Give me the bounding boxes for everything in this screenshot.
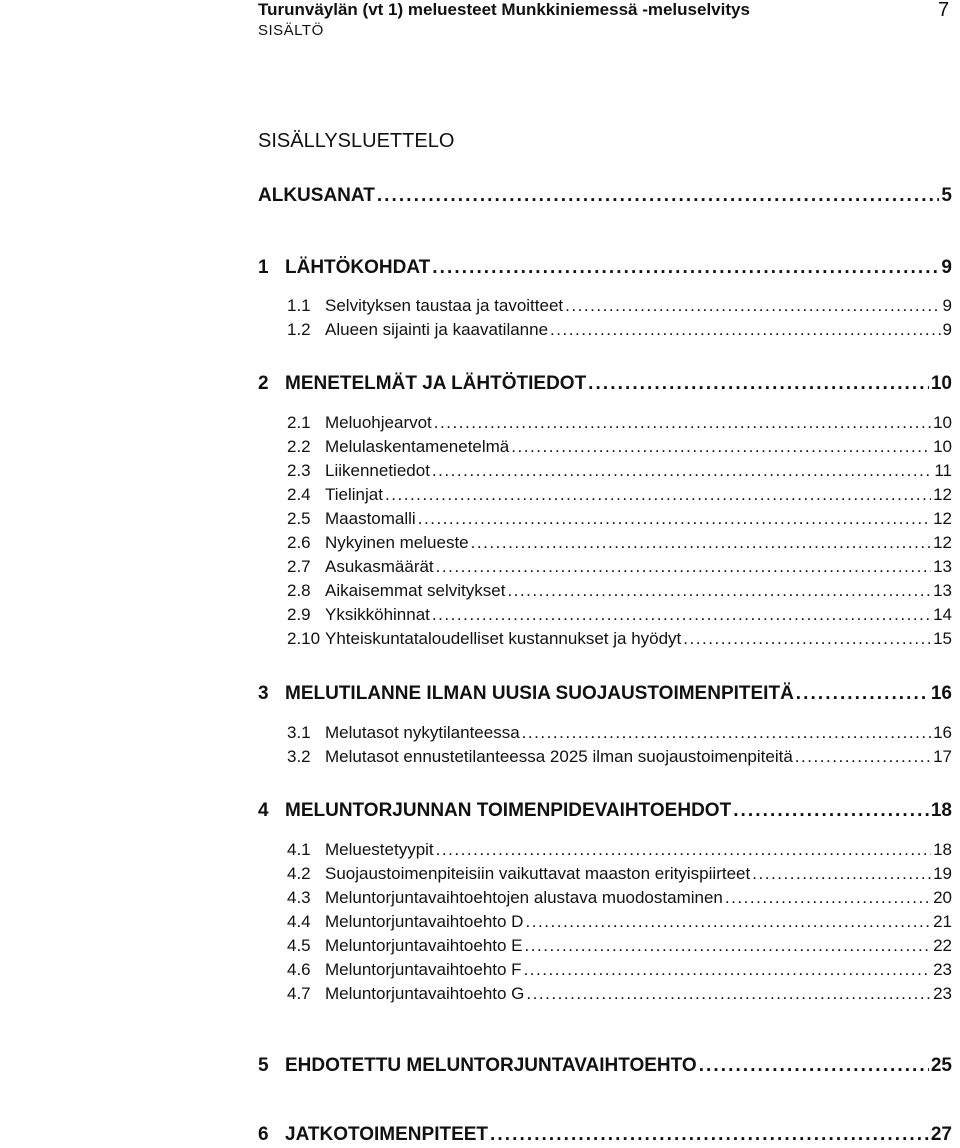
- toc-entry-page: 10: [933, 413, 952, 432]
- toc-title: SISÄLLYSLUETTELO: [258, 130, 455, 152]
- toc-entry-number: 2.3: [287, 461, 311, 480]
- toc-entry-page: 17: [933, 747, 952, 766]
- toc-entry-number: 4.7: [287, 984, 311, 1003]
- running-header-section: SISÄLTÖ: [258, 22, 324, 39]
- toc-entry-2-7[interactable]: [258, 557, 960, 581]
- toc-entry-label: Meluntorjuntavaihtoehto G: [325, 984, 525, 1003]
- toc-entry-number: 2.6: [287, 533, 311, 552]
- toc-entry-page: 5: [941, 185, 952, 206]
- toc-entry-label: MELUTILANNE ILMAN UUSIA SUOJAUSTOIMENPITEITÄ: [285, 683, 794, 704]
- toc-entry-number: 4.6: [287, 960, 311, 979]
- toc-leader-dots: [385, 485, 931, 505]
- toc-entry-label: Meluntorjuntavaihtoehto E: [325, 936, 523, 955]
- toc-leader-dots: [588, 373, 929, 395]
- toc-entry-label: Nykyinen melueste: [325, 533, 469, 552]
- toc-entry-alkusanat[interactable]: [258, 185, 960, 209]
- toc-entry-number: 2.1: [287, 413, 311, 432]
- toc-leader-dots: [752, 864, 931, 884]
- toc-entry-2-1[interactable]: [258, 413, 960, 437]
- toc-entry-label: Asukasmäärät: [325, 557, 434, 576]
- toc-entry-label: Yksikköhinnat: [325, 605, 430, 624]
- toc-entry-2[interactable]: [258, 373, 960, 397]
- toc-entry-2-4[interactable]: [258, 485, 960, 509]
- toc-entry-page: 27: [930, 1124, 952, 1145]
- toc-leader-dots: [436, 840, 931, 860]
- toc-entry-page: 20: [933, 888, 952, 907]
- toc-entry-label: Selvityksen taustaa ja tavoitteet: [325, 296, 564, 315]
- toc-entry-label: Meluestetyypit: [325, 840, 434, 859]
- toc-entry-page: 15: [933, 629, 952, 648]
- toc-entry-label: ALKUSANAT: [258, 185, 375, 206]
- toc-leader-dots: [434, 413, 931, 433]
- toc-leader-dots: [526, 984, 931, 1004]
- toc-leader-dots: [525, 936, 932, 956]
- toc-entry-number: 4.5: [287, 936, 311, 955]
- toc-entry-number: 2.4: [287, 485, 311, 504]
- toc-entry-4-1[interactable]: [258, 840, 960, 864]
- toc-entry-number: 3.2: [287, 747, 311, 766]
- toc-entry-page: 25: [930, 1055, 952, 1076]
- toc-entry-page: 16: [933, 723, 952, 742]
- toc-entry-number: 2.5: [287, 509, 311, 528]
- toc-entry-label: Maastomalli: [325, 509, 416, 528]
- toc-leader-dots: [524, 960, 932, 980]
- toc-entry-number: 3.1: [287, 723, 311, 742]
- toc-entry-page: 12: [933, 485, 952, 504]
- toc-entry-label: Yhteiskuntataloudelliset kustannukset ja hyödyt: [325, 629, 682, 648]
- toc-entry-1-2[interactable]: [258, 320, 960, 344]
- toc-entry-3[interactable]: [258, 683, 960, 707]
- toc-leader-dots: [511, 437, 931, 457]
- toc-entry-3-2[interactable]: [258, 747, 960, 771]
- toc-entry-number: 5: [258, 1055, 269, 1076]
- toc-entry-label: MENETELMÄT JA LÄHTÖTIEDOT: [285, 373, 587, 394]
- toc-entry-page: 19: [933, 864, 952, 883]
- toc-leader-dots: [522, 723, 931, 743]
- toc-entry-number: 2.7: [287, 557, 311, 576]
- toc-entry-page: 10: [930, 373, 952, 394]
- toc-entry-number: 2.8: [287, 581, 311, 600]
- toc-entry-label: Alueen sijainti ja kaavatilanne: [325, 320, 549, 339]
- toc-entry-label: Meluntorjuntavaihtoehto D: [325, 912, 524, 931]
- toc-entry-2-6[interactable]: [258, 533, 960, 557]
- toc-leader-dots: [550, 320, 940, 340]
- toc-entry-number: 4.1: [287, 840, 311, 859]
- toc-leader-dots: [471, 533, 931, 553]
- toc-entry-number: 4.2: [287, 864, 311, 883]
- toc-leader-dots: [525, 912, 931, 932]
- toc-entry-label: Meluohjearvot: [325, 413, 432, 432]
- toc-entry-page: 22: [933, 936, 952, 955]
- toc-entry-label: Aikaisemmat selvitykset: [325, 581, 506, 600]
- toc-entry-number: 2: [258, 373, 269, 394]
- toc-entry-5[interactable]: [258, 1055, 960, 1079]
- toc-entry-page: 23: [933, 984, 952, 1003]
- toc-entry-page: 10: [933, 437, 952, 456]
- toc-entry-number: 4.4: [287, 912, 311, 931]
- page-number: 7: [938, 0, 950, 21]
- toc-entry-number: 6: [258, 1124, 269, 1145]
- toc-entry-4-4[interactable]: [258, 912, 960, 936]
- toc-entry-4-7[interactable]: [258, 984, 960, 1008]
- toc-entry-label: LÄHTÖKOHDAT: [285, 257, 431, 278]
- toc-entry-number: 2.9: [287, 605, 311, 624]
- toc-entry-4-5[interactable]: [258, 936, 960, 960]
- toc-entry-number: 1: [258, 257, 269, 278]
- toc-entry-label: Meluntorjuntavaihtoehtojen alustava muodostaminen: [325, 888, 723, 907]
- toc-entry-number: 4: [258, 800, 269, 821]
- toc-leader-dots: [432, 257, 939, 279]
- toc-entry-page: 16: [930, 683, 952, 704]
- toc-entry-number: 1.2: [287, 320, 311, 339]
- toc-entry-number: 3: [258, 683, 269, 704]
- toc-entry-4-2[interactable]: [258, 864, 960, 888]
- toc-entry-label: MELUNTORJUNNAN TOIMENPIDEVAIHTOEHDOT: [285, 800, 732, 821]
- toc-entry-2-9[interactable]: [258, 605, 960, 629]
- toc-entry-label: EHDOTETTU MELUNTORJUNTAVAIHTOEHTO: [285, 1055, 697, 1076]
- toc-entry-number: 1.1: [287, 296, 311, 315]
- toc-entry-1-1[interactable]: [258, 296, 960, 320]
- toc-entry-4-6[interactable]: [258, 960, 960, 984]
- toc-entry-page: 11: [934, 461, 952, 480]
- toc-leader-dots: [432, 461, 932, 481]
- toc-entry-number: 4.3: [287, 888, 311, 907]
- toc-leader-dots: [565, 296, 940, 316]
- toc-leader-dots: [490, 1124, 929, 1146]
- toc-entry-2-8[interactable]: [258, 581, 960, 605]
- toc-leader-dots: [418, 509, 931, 529]
- toc-entry-label: JATKOTOIMENPITEET: [285, 1124, 489, 1145]
- toc-entry-page: 9: [942, 320, 952, 339]
- toc-entry-page: 18: [930, 800, 952, 821]
- toc-entry-label: Meluntorjuntavaihtoehto F: [325, 960, 522, 979]
- toc-entry-6[interactable]: [258, 1124, 960, 1148]
- toc-leader-dots: [795, 747, 931, 767]
- toc-entry-2-3[interactable]: [258, 461, 960, 485]
- toc-leader-dots: [733, 800, 929, 822]
- toc-entry-page: 9: [942, 296, 952, 315]
- toc-entry-3-1[interactable]: [258, 723, 960, 747]
- toc-entry-number: 2.10: [287, 629, 321, 648]
- toc-leader-dots: [683, 629, 931, 649]
- toc-entry-page: 18: [933, 840, 952, 859]
- toc-entry-page: 14: [933, 605, 952, 624]
- toc-leader-dots: [725, 888, 931, 908]
- toc-leader-dots: [432, 605, 931, 625]
- toc-leader-dots: [699, 1055, 929, 1077]
- toc-entry-number: 2.2: [287, 437, 311, 456]
- toc-entry-page: 9: [941, 257, 952, 278]
- toc-leader-dots: [796, 683, 929, 705]
- toc-leader-dots: [377, 185, 940, 207]
- toc-entry-page: 13: [933, 581, 952, 600]
- toc-entry-4[interactable]: [258, 800, 960, 824]
- toc-entry-page: 21: [933, 912, 952, 931]
- toc-entry-2-5[interactable]: [258, 509, 960, 533]
- toc-entry-label: Suojaustoimenpiteisiin vaikuttavat maaston erityispiirteet: [325, 864, 751, 883]
- toc-entry-label: Liikennetiedot: [325, 461, 430, 480]
- toc-entry-page: 12: [933, 509, 952, 528]
- toc-entry-4-3[interactable]: [258, 888, 960, 912]
- toc-entry-page: 23: [933, 960, 952, 979]
- toc-entry-page: 12: [933, 533, 952, 552]
- toc-entry-2-10[interactable]: [258, 629, 960, 653]
- toc-entry-page: 13: [933, 557, 952, 576]
- toc-entry-label: Melutasot nykytilanteessa: [325, 723, 520, 742]
- toc-leader-dots: [436, 557, 931, 577]
- running-header-title: Turunväylän (vt 1) meluesteet Munkkiniemessä -meluselvitys: [258, 0, 750, 19]
- toc-entry-2-2[interactable]: [258, 437, 960, 461]
- toc-entry-1[interactable]: [258, 257, 960, 281]
- toc-leader-dots: [507, 581, 931, 601]
- toc-entry-label: Melulaskentamenetelmä: [325, 437, 510, 456]
- toc-entry-label: Tielinjat: [325, 485, 383, 504]
- toc-entry-label: Melutasot ennustetilanteessa 2025 ilman suojaustoimenpiteitä: [325, 747, 793, 766]
